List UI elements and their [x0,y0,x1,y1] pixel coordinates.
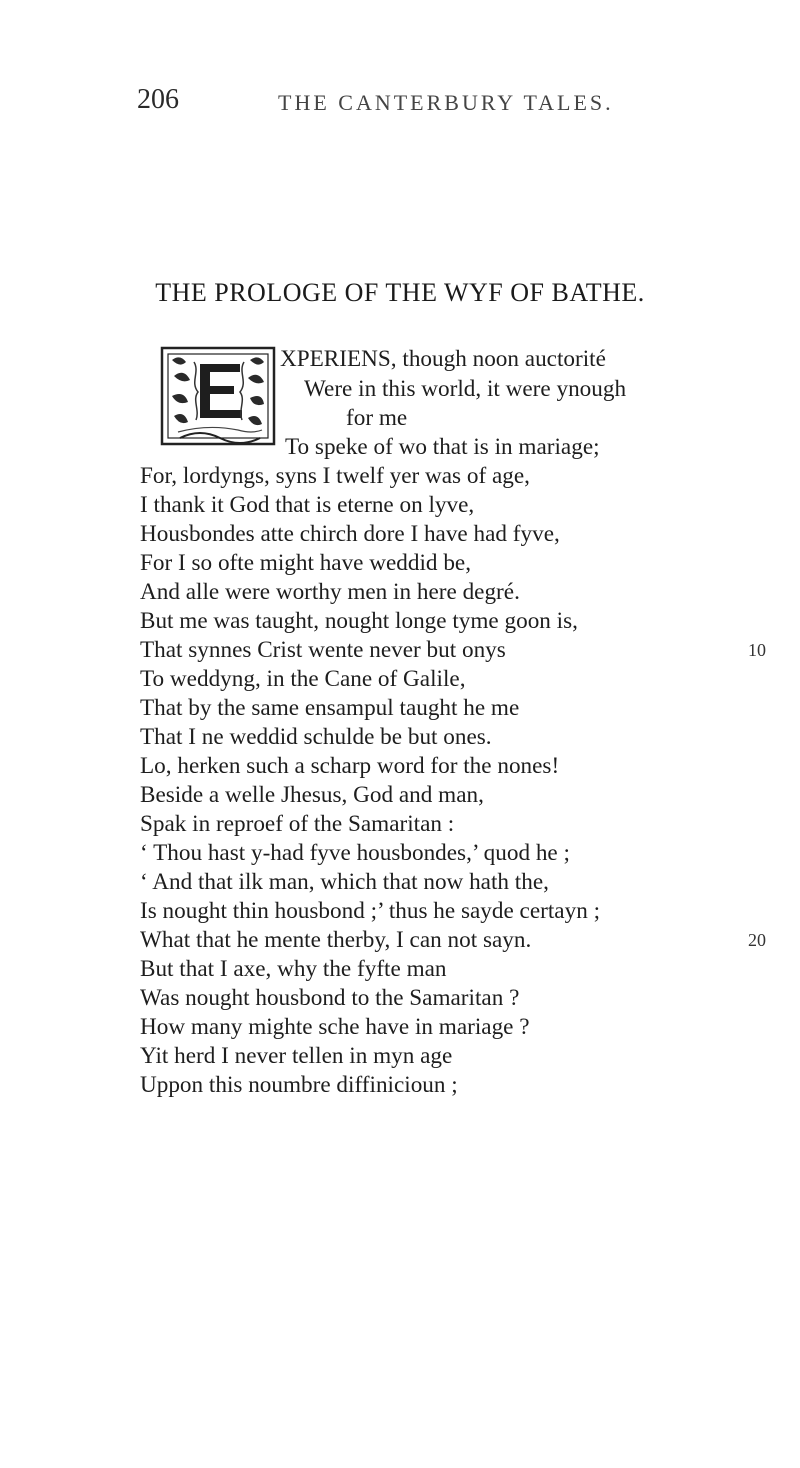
running-title: THE CANTERBURY TALES. [278,90,614,115]
verse-line: That by the same ensampul taught he me [140,695,520,721]
line-number-20: 20 [748,930,766,950]
verse-line: Housbondes atte chirch dore I have had fyve, [140,521,560,547]
verse-line: To weddyng, in the Cane of Galile, [140,666,466,692]
verse-line: I thank it God that is eterne on lyve, [140,492,475,518]
verse-line: XPERIENS, though noon auctorité [280,346,606,372]
page-number: 206 [137,84,179,115]
verse-line: But that I axe, why the fyfte man [140,956,447,982]
verse-line: How many mighte sche have in mariage ? [140,1014,530,1040]
verse-line: But me was taught, nought longe tyme goon is, [140,608,578,634]
verse-line: What that he mente therby, I can not sayn. [140,927,532,953]
verse-line: Beside a welle Jhesus, God and man, [140,782,484,808]
verse-line: Yit herd I never tellen in myn age [140,1043,453,1069]
verse-line: Were in this world, it were ynough [304,376,627,402]
verse-line: That I ne weddid schulde be but ones. [140,724,492,750]
section-title: THE PROLOGE OF THE WYF OF BATHE. [155,278,645,307]
verse-line: To speke of wo that is in mariage; [285,434,600,460]
line-number-10: 10 [748,640,766,660]
verse-line: ‘ And that ilk man, which that now hath the, [140,869,549,895]
verse-line: Is nought thin housbond ;’ thus he sayde certayn ; [140,898,601,924]
verse-line: for me [346,405,408,431]
verse-line: That synnes Crist wente never but onys [140,637,506,663]
verse-line: And alle were worthy men in here degré. [140,579,520,605]
verse-line: Was nought housbond to the Samaritan ? [140,985,520,1011]
verse-line: Spak in reproef of the Samaritan : [140,811,455,837]
verse-line: Uppon this noumbre diffinicioun ; [140,1072,458,1098]
verse-line: ‘ Thou hast y-had fyve housbondes,’ quod he ; [140,840,570,866]
verse-line: Lo, herken such a scharp word for the nones! [140,753,560,779]
verse-line: For I so ofte might have weddid be, [140,550,471,576]
verse-line: For, lordyngs, syns I twelf yer was of age, [140,463,530,489]
